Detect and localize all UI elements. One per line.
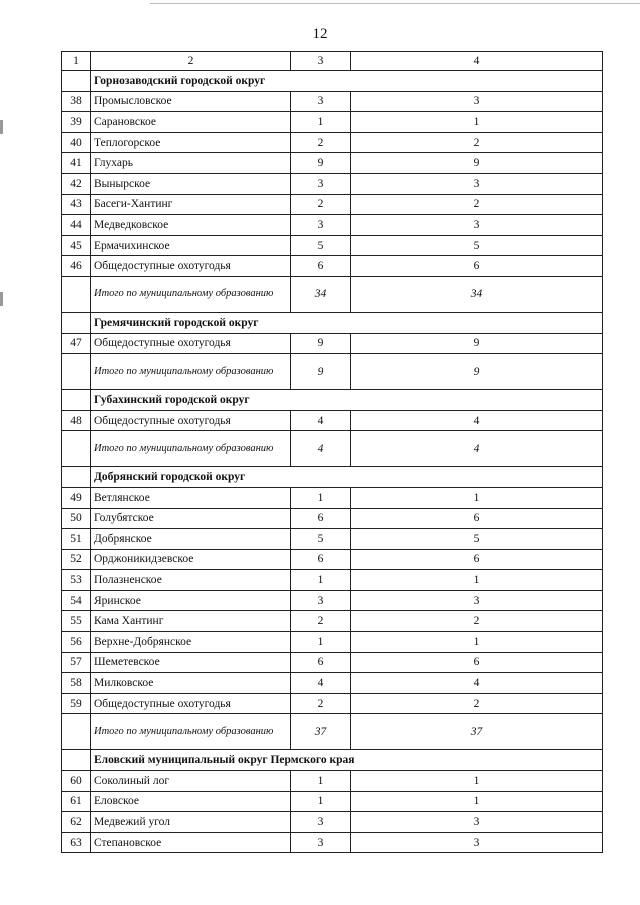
hunting-ground-name: Еловское bbox=[91, 791, 291, 812]
column-3-value: 5 bbox=[291, 529, 351, 550]
column-3-value: 1 bbox=[291, 487, 351, 508]
hunting-ground-name: Басеги-Хантинг bbox=[91, 194, 291, 215]
hunting-ground-name: Медведковское bbox=[91, 215, 291, 236]
section-title: Гремячинский городской округ bbox=[91, 312, 603, 333]
column-4-value: 9 bbox=[351, 153, 603, 174]
table-row bbox=[62, 410, 603, 431]
column-3-value: 1 bbox=[291, 632, 351, 653]
column-4-value: 4 bbox=[351, 673, 603, 694]
hunting-ground-name: Сарановское bbox=[91, 112, 291, 133]
total-label: Итого по муниципальному образованию bbox=[91, 354, 291, 390]
row-number: 45 bbox=[62, 235, 91, 256]
table-row bbox=[62, 91, 603, 112]
table-row bbox=[62, 549, 603, 570]
hunting-ground-name: Общедоступные охотугодья bbox=[91, 256, 291, 277]
column-3-value: 6 bbox=[291, 508, 351, 529]
table-row bbox=[62, 333, 603, 354]
section-empty-cell bbox=[62, 467, 91, 488]
table-row bbox=[62, 832, 603, 853]
table-row bbox=[62, 173, 603, 194]
section-header-row bbox=[62, 467, 603, 488]
column-4-value: 6 bbox=[351, 508, 603, 529]
row-number: 52 bbox=[62, 549, 91, 570]
column-3-value: 1 bbox=[291, 791, 351, 812]
column-4-value: 3 bbox=[351, 812, 603, 833]
column-3-value: 5 bbox=[291, 235, 351, 256]
column-3-value: 3 bbox=[291, 173, 351, 194]
hunting-ground-name: Верхне-Добрянское bbox=[91, 632, 291, 653]
row-number: 41 bbox=[62, 153, 91, 174]
column-3-value: 2 bbox=[291, 611, 351, 632]
column-header: 3 bbox=[291, 52, 351, 71]
column-3-value: 6 bbox=[291, 256, 351, 277]
table-row bbox=[62, 529, 603, 550]
table-row bbox=[62, 611, 603, 632]
section-title: Горнозаводский городской округ bbox=[91, 71, 603, 92]
hunting-ground-name: Полазненское bbox=[91, 570, 291, 591]
table-row bbox=[62, 693, 603, 714]
table-row bbox=[62, 256, 603, 277]
total-row bbox=[62, 354, 603, 390]
column-4-value: 1 bbox=[351, 570, 603, 591]
hunting-ground-name: Ермачихинское bbox=[91, 235, 291, 256]
hunting-ground-name: Шеметевское bbox=[91, 652, 291, 673]
row-number: 62 bbox=[62, 812, 91, 833]
hunting-ground-name: Теплогорское bbox=[91, 132, 291, 153]
table-row bbox=[62, 132, 603, 153]
column-4-value: 1 bbox=[351, 487, 603, 508]
total-empty-cell bbox=[62, 714, 91, 750]
column-3-value: 2 bbox=[291, 194, 351, 215]
hunting-ground-name: Общедоступные охотугодья bbox=[91, 333, 291, 354]
total-empty-cell bbox=[62, 276, 91, 312]
table-row bbox=[62, 112, 603, 133]
total-column-3: 9 bbox=[291, 354, 351, 390]
hunting-ground-name: Голубятское bbox=[91, 508, 291, 529]
table-row bbox=[62, 153, 603, 174]
hunting-ground-name: Ветлянское bbox=[91, 487, 291, 508]
row-number: 46 bbox=[62, 256, 91, 277]
row-number: 50 bbox=[62, 508, 91, 529]
column-4-value: 2 bbox=[351, 693, 603, 714]
column-4-value: 1 bbox=[351, 632, 603, 653]
column-4-value: 3 bbox=[351, 832, 603, 853]
hunting-ground-name: Глухарь bbox=[91, 153, 291, 174]
row-number: 57 bbox=[62, 652, 91, 673]
row-number: 60 bbox=[62, 771, 91, 792]
column-3-value: 3 bbox=[291, 812, 351, 833]
section-empty-cell bbox=[62, 312, 91, 333]
table-row bbox=[62, 673, 603, 694]
column-4-value: 6 bbox=[351, 256, 603, 277]
section-title: Добрянский городской округ bbox=[91, 467, 603, 488]
total-column-4: 4 bbox=[351, 431, 603, 467]
column-3-value: 3 bbox=[291, 215, 351, 236]
section-header-row bbox=[62, 71, 603, 92]
column-3-value: 2 bbox=[291, 693, 351, 714]
section-empty-cell bbox=[62, 71, 91, 92]
hunting-ground-name: Общедоступные охотугодья bbox=[91, 410, 291, 431]
column-3-value: 2 bbox=[291, 132, 351, 153]
scan-edge-line bbox=[150, 3, 640, 4]
row-number: 58 bbox=[62, 673, 91, 694]
hunting-ground-name: Милковское bbox=[91, 673, 291, 694]
row-number: 47 bbox=[62, 333, 91, 354]
row-number: 38 bbox=[62, 91, 91, 112]
column-3-value: 3 bbox=[291, 832, 351, 853]
column-3-value: 4 bbox=[291, 673, 351, 694]
table-row bbox=[62, 590, 603, 611]
row-number: 40 bbox=[62, 132, 91, 153]
row-number: 42 bbox=[62, 173, 91, 194]
section-empty-cell bbox=[62, 750, 91, 771]
column-4-value: 9 bbox=[351, 333, 603, 354]
row-number: 61 bbox=[62, 791, 91, 812]
section-title: Еловский муниципальный округ Пермского края bbox=[91, 750, 603, 771]
column-3-value: 6 bbox=[291, 549, 351, 570]
hunting-ground-name: Вынырское bbox=[91, 173, 291, 194]
hunting-grounds-table bbox=[61, 51, 603, 853]
section-header-row bbox=[62, 312, 603, 333]
scan-edge-mark bbox=[0, 120, 3, 134]
column-3-value: 1 bbox=[291, 771, 351, 792]
table-row bbox=[62, 508, 603, 529]
hunting-ground-name: Медвежий угол bbox=[91, 812, 291, 833]
column-4-value: 6 bbox=[351, 549, 603, 570]
column-4-value: 2 bbox=[351, 132, 603, 153]
column-3-value: 1 bbox=[291, 112, 351, 133]
total-row bbox=[62, 714, 603, 750]
column-4-value: 1 bbox=[351, 112, 603, 133]
column-4-value: 5 bbox=[351, 529, 603, 550]
row-number: 39 bbox=[62, 112, 91, 133]
hunting-ground-name: Добрянское bbox=[91, 529, 291, 550]
hunting-ground-name: Общедоступные охотугодья bbox=[91, 693, 291, 714]
total-column-4: 37 bbox=[351, 714, 603, 750]
column-header: 1 bbox=[62, 52, 91, 71]
total-column-3: 4 bbox=[291, 431, 351, 467]
total-label: Итого по муниципальному образованию bbox=[91, 431, 291, 467]
hunting-ground-name: Промысловское bbox=[91, 91, 291, 112]
column-3-value: 9 bbox=[291, 333, 351, 354]
column-3-value: 1 bbox=[291, 570, 351, 591]
page-number: 12 bbox=[312, 26, 328, 42]
column-3-value: 6 bbox=[291, 652, 351, 673]
table-row bbox=[62, 812, 603, 833]
table-row bbox=[62, 215, 603, 236]
column-4-value: 2 bbox=[351, 611, 603, 632]
column-4-value: 5 bbox=[351, 235, 603, 256]
column-4-value: 1 bbox=[351, 771, 603, 792]
row-number: 51 bbox=[62, 529, 91, 550]
section-header-row bbox=[62, 390, 603, 411]
row-number: 56 bbox=[62, 632, 91, 653]
table-row bbox=[62, 235, 603, 256]
row-number: 48 bbox=[62, 410, 91, 431]
table-row bbox=[62, 791, 603, 812]
section-title: Губахинский городской округ bbox=[91, 390, 603, 411]
column-header: 2 bbox=[91, 52, 291, 71]
column-4-value: 3 bbox=[351, 215, 603, 236]
total-label: Итого по муниципальному образованию bbox=[91, 276, 291, 312]
column-4-value: 6 bbox=[351, 652, 603, 673]
section-empty-cell bbox=[62, 390, 91, 411]
hunting-ground-name: Орджоникидзевское bbox=[91, 549, 291, 570]
column-4-value: 2 bbox=[351, 194, 603, 215]
row-number: 63 bbox=[62, 832, 91, 853]
total-label: Итого по муниципальному образованию bbox=[91, 714, 291, 750]
total-empty-cell bbox=[62, 354, 91, 390]
row-number: 59 bbox=[62, 693, 91, 714]
total-empty-cell bbox=[62, 431, 91, 467]
section-header-row bbox=[62, 750, 603, 771]
column-header: 4 bbox=[351, 52, 603, 71]
total-row bbox=[62, 431, 603, 467]
total-column-4: 9 bbox=[351, 354, 603, 390]
row-number: 43 bbox=[62, 194, 91, 215]
hunting-ground-name: Степановское bbox=[91, 832, 291, 853]
total-column-4: 34 bbox=[351, 276, 603, 312]
column-4-value: 4 bbox=[351, 410, 603, 431]
table-row bbox=[62, 487, 603, 508]
hunting-ground-name: Яринское bbox=[91, 590, 291, 611]
row-number: 44 bbox=[62, 215, 91, 236]
table-row bbox=[62, 194, 603, 215]
total-column-3: 37 bbox=[291, 714, 351, 750]
table-header-row bbox=[62, 52, 603, 71]
table-row bbox=[62, 632, 603, 653]
column-4-value: 1 bbox=[351, 791, 603, 812]
row-number: 49 bbox=[62, 487, 91, 508]
row-number: 53 bbox=[62, 570, 91, 591]
total-column-3: 34 bbox=[291, 276, 351, 312]
total-row bbox=[62, 276, 603, 312]
column-3-value: 3 bbox=[291, 91, 351, 112]
column-3-value: 4 bbox=[291, 410, 351, 431]
column-3-value: 3 bbox=[291, 590, 351, 611]
table-row bbox=[62, 652, 603, 673]
row-number: 54 bbox=[62, 590, 91, 611]
column-3-value: 9 bbox=[291, 153, 351, 174]
column-4-value: 3 bbox=[351, 91, 603, 112]
table-row bbox=[62, 570, 603, 591]
table-row bbox=[62, 771, 603, 792]
hunting-ground-name: Соколиный лог bbox=[91, 771, 291, 792]
hunting-ground-name: Кама Хантинг bbox=[91, 611, 291, 632]
column-4-value: 3 bbox=[351, 590, 603, 611]
column-4-value: 3 bbox=[351, 173, 603, 194]
scan-edge-mark bbox=[0, 292, 3, 306]
row-number: 55 bbox=[62, 611, 91, 632]
